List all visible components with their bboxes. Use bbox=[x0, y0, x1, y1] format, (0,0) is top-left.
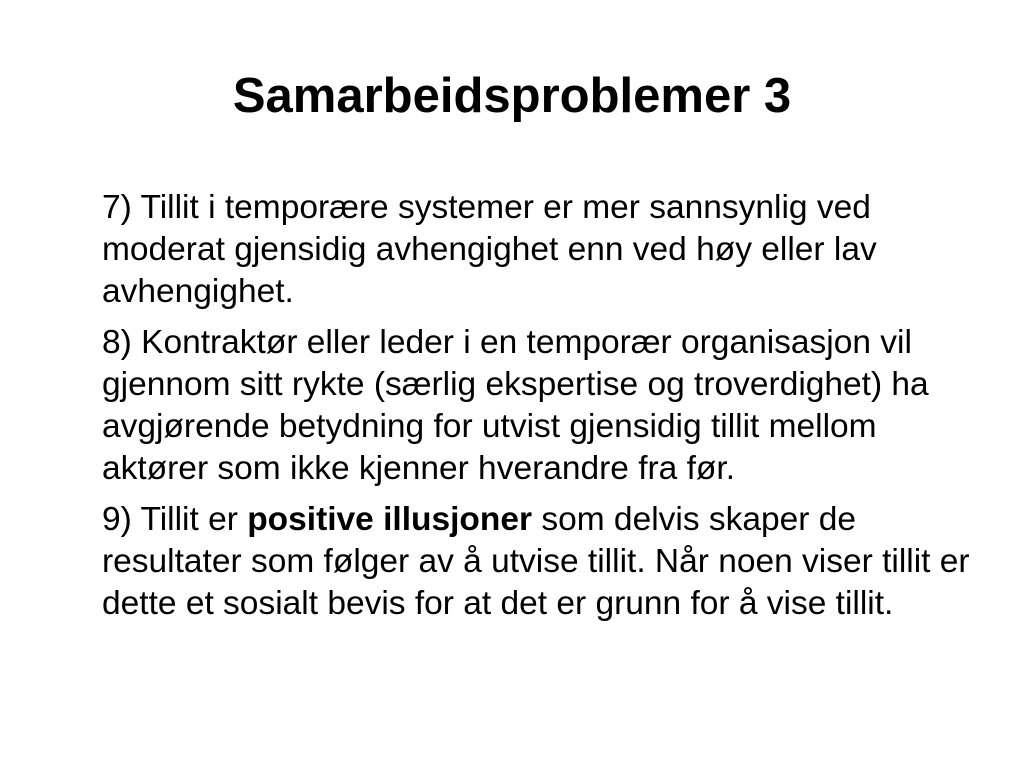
slide-title: Samarbeidsproblemer 3 bbox=[232, 69, 792, 123]
slide-body bbox=[102, 187, 982, 634]
paragraph-9-intro: 9) Tillit er bbox=[102, 501, 248, 538]
paragraph-7: 7) Tillit i temporære systemer er mer sannsynlig ved moderat gjensidig avhengighet enn ved høy eller lav avhengighet. bbox=[102, 189, 877, 310]
paragraph-8: 8) Kontraktør eller leder i en temporær organisasjon vil gjennom sitt rykte (særlig ekspertise og troverdighet) ha avgjørende betydning for utvist gjensidig tillit mellom aktører som ikke kjenner hverandre fra før. bbox=[102, 324, 929, 487]
paragraph-9-rest: som delvis skaper de resultater som følger av å utvise tillit. Når noen viser tillit er dette et sosialt bevis for at det er grunn for å vise tillit. bbox=[102, 501, 970, 622]
paragraph-9 bbox=[102, 499, 982, 625]
paragraph-9-emphasis: positive illusjoner bbox=[247, 501, 533, 538]
